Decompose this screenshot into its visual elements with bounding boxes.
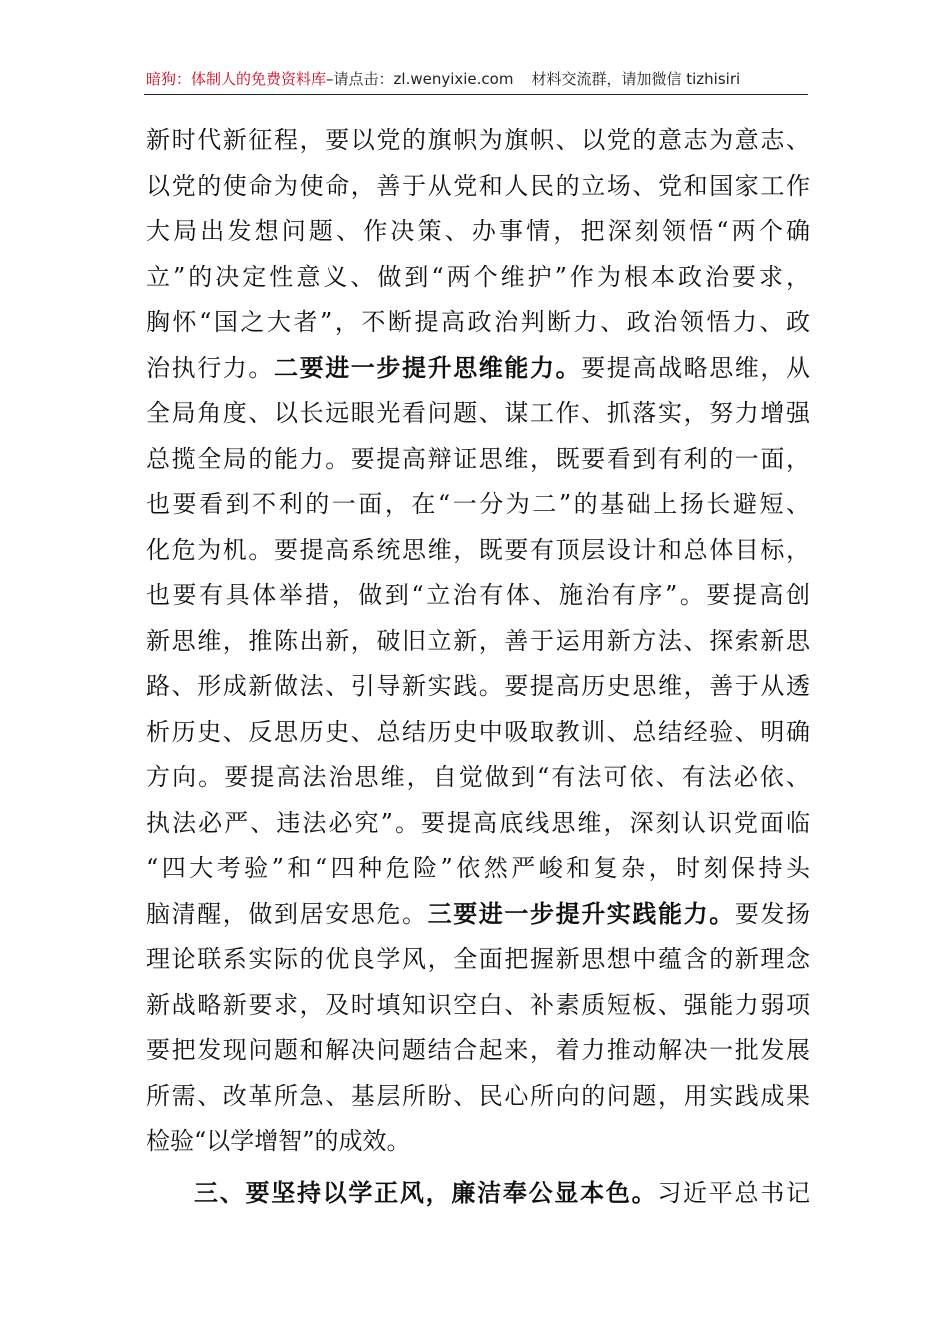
text-line: 三、要坚持以学正风，廉洁奉公显本色。习近平总书记: [194, 1178, 810, 1207]
text-line: 全局角度、以长远眼光看问题、谋工作、抓落实，努力增强: [146, 399, 810, 427]
header-brand: 暗狗：体制人的免费资料库: [146, 70, 327, 88]
document-body: [146, 118, 810, 1216]
text-line: 也要有具体举措，做到“立治有体、施治有序”。要提高创: [146, 581, 810, 609]
text-line: 化危为机。要提高系统思维，既要有顶层设计和总体目标，: [146, 535, 810, 564]
text-line: 要把发现问题和解决问题结合起来，着力推动解决一批发展: [146, 1036, 810, 1064]
header-link[interactable]: zl.wenyixie.com: [393, 70, 514, 88]
text-line: 大局出发想问题、作决策、办事情，把深刻领悟“两个确: [146, 217, 810, 245]
text-line: 析历史、反思历史、总结历史中吸取教训、总结经验、明确: [146, 717, 810, 746]
page-header: [146, 68, 808, 90]
text-line: 新战略新要求，及时填知识空白、补素质短板、强能力弱项: [146, 990, 810, 1019]
text-line: 脑清醒，做到居安思危。三要进一步提升实践能力。要发扬: [146, 899, 810, 928]
text-line: 以党的使命为使命，善于从党和人民的立场、党和国家工作: [146, 171, 810, 200]
bold-heading: 二要进一步提升思维能力。: [274, 353, 582, 382]
text-line: 也要看到不利的一面，在“一分为二”的基础上扬长避短、: [146, 490, 810, 518]
section-heading: 三、要坚持以学正风，廉洁奉公显本色。: [194, 1178, 658, 1207]
text-line: 理论联系实际的优良学风，全面把握新思想中蕴含的新理念: [146, 945, 810, 973]
header-contact: 材料交流群，请加微信 tizhisiri: [531, 70, 741, 88]
text-line: 检验“以学增智”的成效。: [146, 1127, 411, 1155]
text-line: 所需、改革所急、基层所盼、民心所向的问题，用实践成果: [146, 1081, 810, 1110]
text-line: “四大考验”和“四种危险”依然严峻和复杂，时刻保持头: [146, 854, 810, 882]
text-line: 执法必严、违法必究”。要提高底线思维，深刻认识党面临: [146, 808, 810, 837]
text-line: 治执行力。二要进一步提升思维能力。要提高战略思维，从: [146, 353, 810, 382]
text-line: 立”的决定性意义、做到“两个维护”作为根本政治要求，: [146, 262, 810, 291]
text-line: 胸怀“国之大者”，不断提高政治判断力、政治领悟力、政: [146, 308, 810, 336]
text-line: 新时代新征程，要以党的旗帜为旗帜、以党的意志为意志、: [146, 126, 810, 154]
text-line: 总揽全局的能力。要提高辩证思维，既要看到有利的一面，: [146, 444, 810, 473]
header-divider: [144, 94, 808, 95]
text-line: 方向。要提高法治思维，自觉做到“有法可依、有法必依、: [146, 763, 810, 791]
text-line: 新思维，推陈出新，破旧立新，善于运用新方法、探索新思: [146, 626, 810, 655]
bold-heading: 三要进一步提升实践能力。: [427, 899, 735, 928]
header-link-prefix: –请点击：: [326, 70, 394, 88]
text-line: 路、形成新做法、引导新实践。要提高历史思维，善于从透: [146, 672, 810, 700]
